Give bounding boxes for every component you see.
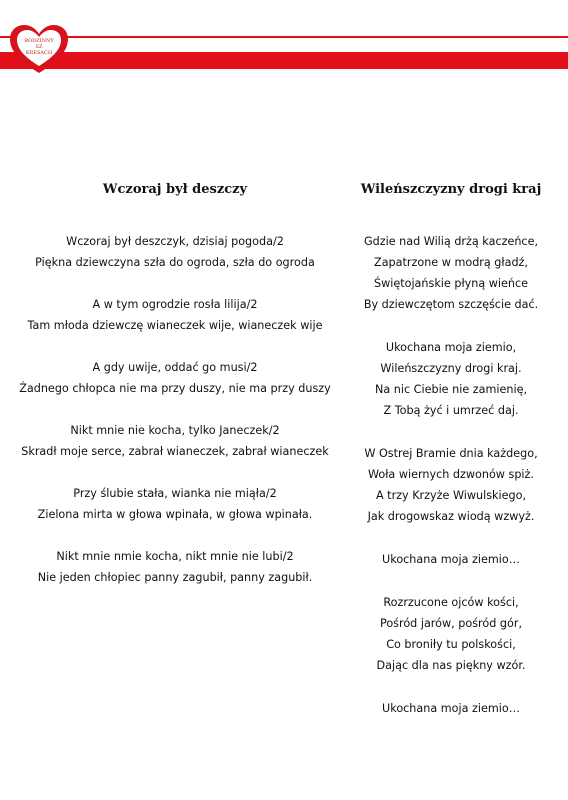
stanza	[14, 231, 336, 273]
stanza	[14, 357, 336, 399]
lyric-line: Co broniły tu polskości,	[386, 638, 516, 651]
lyric-line: Świętojańskie płyną wieńce	[373, 277, 529, 290]
song-title: Wileńszczyzny drogi kraj	[360, 182, 542, 197]
stanza	[352, 592, 550, 676]
header-band	[0, 0, 568, 75]
lyric-line: Przy ślubie stała, wianka nie miąła/2	[73, 487, 277, 500]
lyric-line: Ukochana moja ziemio…	[382, 553, 520, 566]
lyric-line: A trzy Krzyże Wiwulskiego,	[375, 489, 527, 502]
lyric-line: Zielona mirta w głowa wpinała, w głowa wpinała.	[37, 508, 313, 521]
lyric-line: Z Tobą żyć i umrzeć daj.	[383, 404, 519, 417]
stanza	[14, 483, 336, 525]
lyric-line: Zapatrzone w modrą gładź,	[374, 256, 528, 269]
lyric-line: Gdzie nad Wilią drżą kaczeńce,	[363, 235, 539, 248]
lyric-line: Dając dla nas piękny wzór.	[376, 659, 526, 672]
lyric-line: Tam młoda dziewczę wianeczek wije, wianeczek wije	[27, 319, 323, 332]
song-title: Wczoraj był deszczy	[102, 182, 248, 197]
stanza	[14, 546, 336, 588]
logo-text-line: SZ	[35, 44, 43, 50]
lyric-line: Rozrzucone ojców kości,	[383, 596, 519, 609]
lyric-line: Pośród jarów, pośród gór,	[379, 617, 523, 630]
logo-text-line: KRESACH	[25, 50, 53, 56]
stanza	[14, 294, 336, 336]
lyric-line: Żadnego chłopca nie ma przy duszy, nie ma przy duszy	[19, 382, 331, 395]
lyric-line: Nikt mnie nmie kocha, nikt mnie nie lubi/2	[56, 550, 294, 563]
lyric-line: Woła wiernych dzwonów spiż.	[368, 468, 534, 481]
stanza	[352, 231, 550, 315]
lyric-line: Nikt mnie nie kocha, tylko Janeczek/2	[70, 424, 280, 437]
lyric-line: Piękna dziewczyna szła do ogroda, szła do ogroda	[35, 256, 315, 269]
lyric-line: A gdy uwije, oddać go musi/2	[92, 361, 258, 374]
stanza	[352, 549, 550, 570]
song-column-right	[352, 180, 550, 741]
lyric-line: A w tym ogrodzie rosła lilija/2	[92, 298, 258, 311]
lyric-line: Nie jeden chłopiec panny zagubił, panny zagubił.	[37, 571, 313, 584]
stanza	[352, 698, 550, 719]
logo-text	[8, 38, 70, 56]
lyric-line: W Ostrej Bramie dnia każdego,	[364, 447, 538, 460]
lyric-line: By dziewczętom szczęście dać.	[363, 298, 539, 311]
lyric-line: Wileńszczyzny drogi kraj.	[380, 362, 522, 375]
header-thin-stripe	[0, 36, 568, 38]
lyric-line: Ukochana moja ziemio…	[382, 702, 520, 715]
lyric-line: Wczoraj był deszczyk, dzisiaj pogoda/2	[66, 235, 284, 248]
header-thick-stripe	[0, 52, 568, 69]
stanza	[352, 337, 550, 421]
lyric-line: Skradł moje serce, zabrał wianeczek, zabrał wianeczek	[21, 445, 329, 458]
lyric-line: Jak drogowskaz wiodą wzwyż.	[367, 510, 535, 523]
song-column-left	[14, 180, 336, 609]
lyric-line: Na nic Ciebie nie zamienię,	[374, 383, 528, 396]
stanza	[352, 443, 550, 527]
stanza	[14, 420, 336, 462]
logo-text-line: RODZINNY	[24, 38, 54, 44]
lyric-line: Ukochana moja ziemio,	[385, 341, 517, 354]
